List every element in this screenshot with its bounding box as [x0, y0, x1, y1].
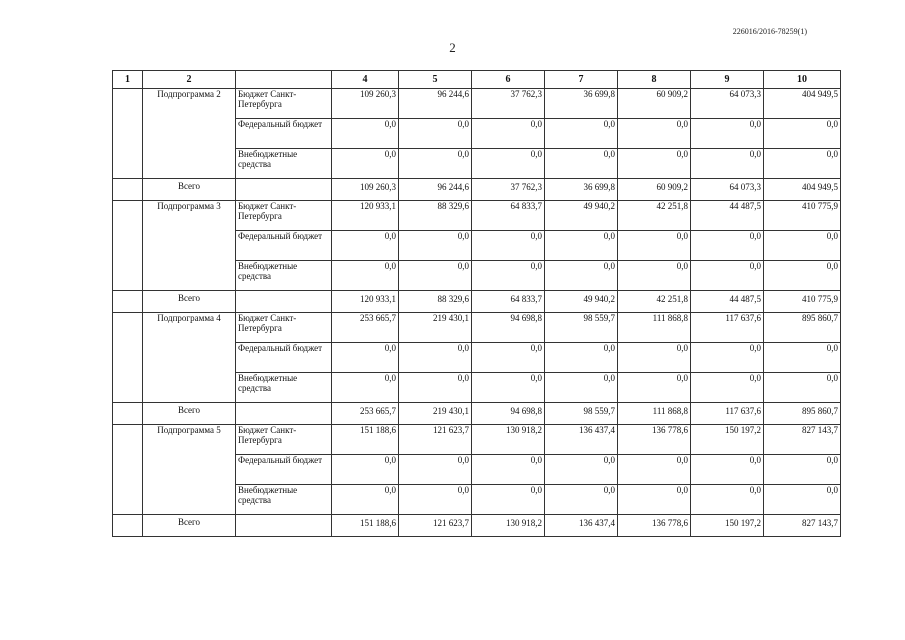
amount-cell: 0,0 [472, 149, 545, 179]
row-number-cell [113, 89, 143, 179]
amount-cell: 37 762,3 [472, 89, 545, 119]
funding-source: Федеральный бюджет [236, 231, 332, 261]
funding-source: Бюджет Санкт-Петербурга [236, 425, 332, 455]
total-amount-cell: 151 188,6 [332, 515, 399, 537]
amount-cell: 136 437,4 [545, 425, 618, 455]
amount-cell: 130 918,2 [472, 425, 545, 455]
total-label: Всего [143, 291, 236, 313]
row-number-cell [113, 403, 143, 425]
amount-cell: 0,0 [618, 343, 691, 373]
total-amount-cell: 64 073,3 [691, 179, 764, 201]
amount-cell: 36 699,8 [545, 89, 618, 119]
amount-cell: 0,0 [764, 373, 841, 403]
amount-cell: 0,0 [545, 455, 618, 485]
amount-cell: 0,0 [691, 231, 764, 261]
amount-cell: 0,0 [399, 373, 472, 403]
amount-cell: 0,0 [764, 455, 841, 485]
amount-cell: 98 559,7 [545, 313, 618, 343]
row-number-cell [113, 313, 143, 403]
total-amount-cell: 404 949,5 [764, 179, 841, 201]
amount-cell: 0,0 [472, 261, 545, 291]
subprogram-name: Подпрограмма 2 [143, 89, 236, 179]
row-number-cell [113, 179, 143, 201]
total-amount-cell: 49 940,2 [545, 291, 618, 313]
amount-cell: 0,0 [332, 373, 399, 403]
amount-cell: 0,0 [545, 343, 618, 373]
total-amount-cell: 410 775,9 [764, 291, 841, 313]
total-amount-cell: 60 909,2 [618, 179, 691, 201]
amount-cell: 0,0 [618, 373, 691, 403]
total-amount-cell: 109 260,3 [332, 179, 399, 201]
amount-cell: 0,0 [332, 485, 399, 515]
amount-cell: 136 778,6 [618, 425, 691, 455]
amount-cell: 88 329,6 [399, 201, 472, 231]
header-cell: 10 [764, 71, 841, 89]
amount-cell: 44 487,5 [691, 201, 764, 231]
amount-cell: 109 260,3 [332, 89, 399, 119]
amount-cell: 0,0 [691, 149, 764, 179]
subprogram-name: Подпрограмма 4 [143, 313, 236, 403]
amount-cell: 64 833,7 [472, 201, 545, 231]
total-amount-cell: 827 143,7 [764, 515, 841, 537]
amount-cell: 0,0 [764, 261, 841, 291]
total-amount-cell: 253 665,7 [332, 403, 399, 425]
amount-cell: 0,0 [618, 119, 691, 149]
amount-cell: 0,0 [399, 455, 472, 485]
header-cell: 6 [472, 71, 545, 89]
funding-source-empty [236, 291, 332, 313]
amount-cell: 117 637,6 [691, 313, 764, 343]
amount-cell: 49 940,2 [545, 201, 618, 231]
total-amount-cell: 219 430,1 [399, 403, 472, 425]
header-cell: 7 [545, 71, 618, 89]
subprogram-name: Подпрограмма 5 [143, 425, 236, 515]
amount-cell: 827 143,7 [764, 425, 841, 455]
amount-cell: 0,0 [545, 373, 618, 403]
header-cell: 9 [691, 71, 764, 89]
header-row [113, 71, 841, 89]
header-cell: 4 [332, 71, 399, 89]
amount-cell: 0,0 [545, 149, 618, 179]
amount-cell: 0,0 [399, 343, 472, 373]
amount-cell: 0,0 [618, 261, 691, 291]
total-row [113, 515, 841, 537]
amount-cell: 0,0 [618, 231, 691, 261]
funding-source: Бюджет Санкт-Петербурга [236, 313, 332, 343]
total-label: Всего [143, 179, 236, 201]
total-amount-cell: 42 251,8 [618, 291, 691, 313]
header-cell: 2 [143, 71, 236, 89]
amount-cell: 0,0 [764, 149, 841, 179]
amount-cell: 219 430,1 [399, 313, 472, 343]
amount-cell: 120 933,1 [332, 201, 399, 231]
amount-cell: 0,0 [545, 231, 618, 261]
row-number-cell [113, 291, 143, 313]
total-amount-cell: 94 698,8 [472, 403, 545, 425]
funding-source: Внебюджетные средства [236, 261, 332, 291]
row-number-cell [113, 515, 143, 537]
total-amount-cell: 130 918,2 [472, 515, 545, 537]
total-amount-cell: 98 559,7 [545, 403, 618, 425]
amount-cell: 0,0 [399, 485, 472, 515]
amount-cell: 0,0 [332, 149, 399, 179]
total-label: Всего [143, 515, 236, 537]
total-amount-cell: 44 487,5 [691, 291, 764, 313]
amount-cell: 96 244,6 [399, 89, 472, 119]
amount-cell: 0,0 [764, 485, 841, 515]
page-number: 2 [449, 40, 456, 55]
total-amount-cell: 37 762,3 [472, 179, 545, 201]
document-id: 226016/2016-78259(1) [732, 27, 807, 36]
amount-cell: 0,0 [399, 261, 472, 291]
amount-cell: 0,0 [332, 119, 399, 149]
amount-cell: 94 698,8 [472, 313, 545, 343]
table-body [113, 89, 841, 537]
header-cell: 1 [113, 71, 143, 89]
amount-cell: 0,0 [332, 343, 399, 373]
amount-cell: 0,0 [691, 485, 764, 515]
funding-source: Федеральный бюджет [236, 119, 332, 149]
header-cell [236, 71, 332, 89]
amount-cell: 0,0 [332, 455, 399, 485]
funding-source: Внебюджетные средства [236, 485, 332, 515]
table-row [113, 201, 841, 231]
amount-cell: 0,0 [399, 119, 472, 149]
amount-cell: 0,0 [332, 231, 399, 261]
row-number-cell [113, 425, 143, 515]
header-cell: 5 [399, 71, 472, 89]
total-amount-cell: 120 933,1 [332, 291, 399, 313]
amount-cell: 0,0 [472, 485, 545, 515]
amount-cell: 0,0 [691, 119, 764, 149]
total-amount-cell: 36 699,8 [545, 179, 618, 201]
amount-cell: 150 197,2 [691, 425, 764, 455]
amount-cell: 60 909,2 [618, 89, 691, 119]
amount-cell: 0,0 [472, 231, 545, 261]
amount-cell: 253 665,7 [332, 313, 399, 343]
total-amount-cell: 64 833,7 [472, 291, 545, 313]
table-row [113, 425, 841, 455]
amount-cell: 0,0 [764, 119, 841, 149]
funding-source: Внебюджетные средства [236, 149, 332, 179]
total-amount-cell: 136 437,4 [545, 515, 618, 537]
table-row [113, 89, 841, 119]
amount-cell: 404 949,5 [764, 89, 841, 119]
subprogram-name: Подпрограмма 3 [143, 201, 236, 291]
total-amount-cell: 895 860,7 [764, 403, 841, 425]
total-amount-cell: 96 244,6 [399, 179, 472, 201]
amount-cell: 0,0 [618, 485, 691, 515]
amount-cell: 0,0 [399, 231, 472, 261]
amount-cell: 0,0 [764, 343, 841, 373]
amount-cell: 0,0 [399, 149, 472, 179]
total-amount-cell: 117 637,6 [691, 403, 764, 425]
amount-cell: 0,0 [472, 343, 545, 373]
total-amount-cell: 121 623,7 [399, 515, 472, 537]
total-row [113, 179, 841, 201]
amount-cell: 0,0 [545, 119, 618, 149]
amount-cell: 0,0 [545, 485, 618, 515]
funding-source: Бюджет Санкт-Петербурга [236, 201, 332, 231]
table-row [113, 313, 841, 343]
funding-source: Внебюджетные средства [236, 373, 332, 403]
amount-cell: 0,0 [332, 261, 399, 291]
amount-cell: 0,0 [472, 373, 545, 403]
amount-cell: 0,0 [764, 231, 841, 261]
amount-cell: 121 623,7 [399, 425, 472, 455]
amount-cell: 111 868,8 [618, 313, 691, 343]
amount-cell: 0,0 [691, 343, 764, 373]
funding-source: Федеральный бюджет [236, 455, 332, 485]
amount-cell: 895 860,7 [764, 313, 841, 343]
header-cell: 8 [618, 71, 691, 89]
amount-cell: 151 188,6 [332, 425, 399, 455]
total-amount-cell: 136 778,6 [618, 515, 691, 537]
funding-source: Бюджет Санкт-Петербурга [236, 89, 332, 119]
total-row [113, 291, 841, 313]
amount-cell: 0,0 [691, 261, 764, 291]
amount-cell: 0,0 [618, 455, 691, 485]
total-amount-cell: 150 197,2 [691, 515, 764, 537]
amount-cell: 0,0 [691, 455, 764, 485]
budget-table [112, 70, 841, 537]
total-amount-cell: 88 329,6 [399, 291, 472, 313]
amount-cell: 64 073,3 [691, 89, 764, 119]
funding-source-empty [236, 179, 332, 201]
funding-source: Федеральный бюджет [236, 343, 332, 373]
amount-cell: 0,0 [472, 455, 545, 485]
amount-cell: 0,0 [691, 373, 764, 403]
total-row [113, 403, 841, 425]
amount-cell: 42 251,8 [618, 201, 691, 231]
funding-source-empty [236, 515, 332, 537]
total-label: Всего [143, 403, 236, 425]
amount-cell: 0,0 [545, 261, 618, 291]
amount-cell: 0,0 [472, 119, 545, 149]
funding-source-empty [236, 403, 332, 425]
total-amount-cell: 111 868,8 [618, 403, 691, 425]
row-number-cell [113, 201, 143, 291]
amount-cell: 0,0 [618, 149, 691, 179]
amount-cell: 410 775,9 [764, 201, 841, 231]
